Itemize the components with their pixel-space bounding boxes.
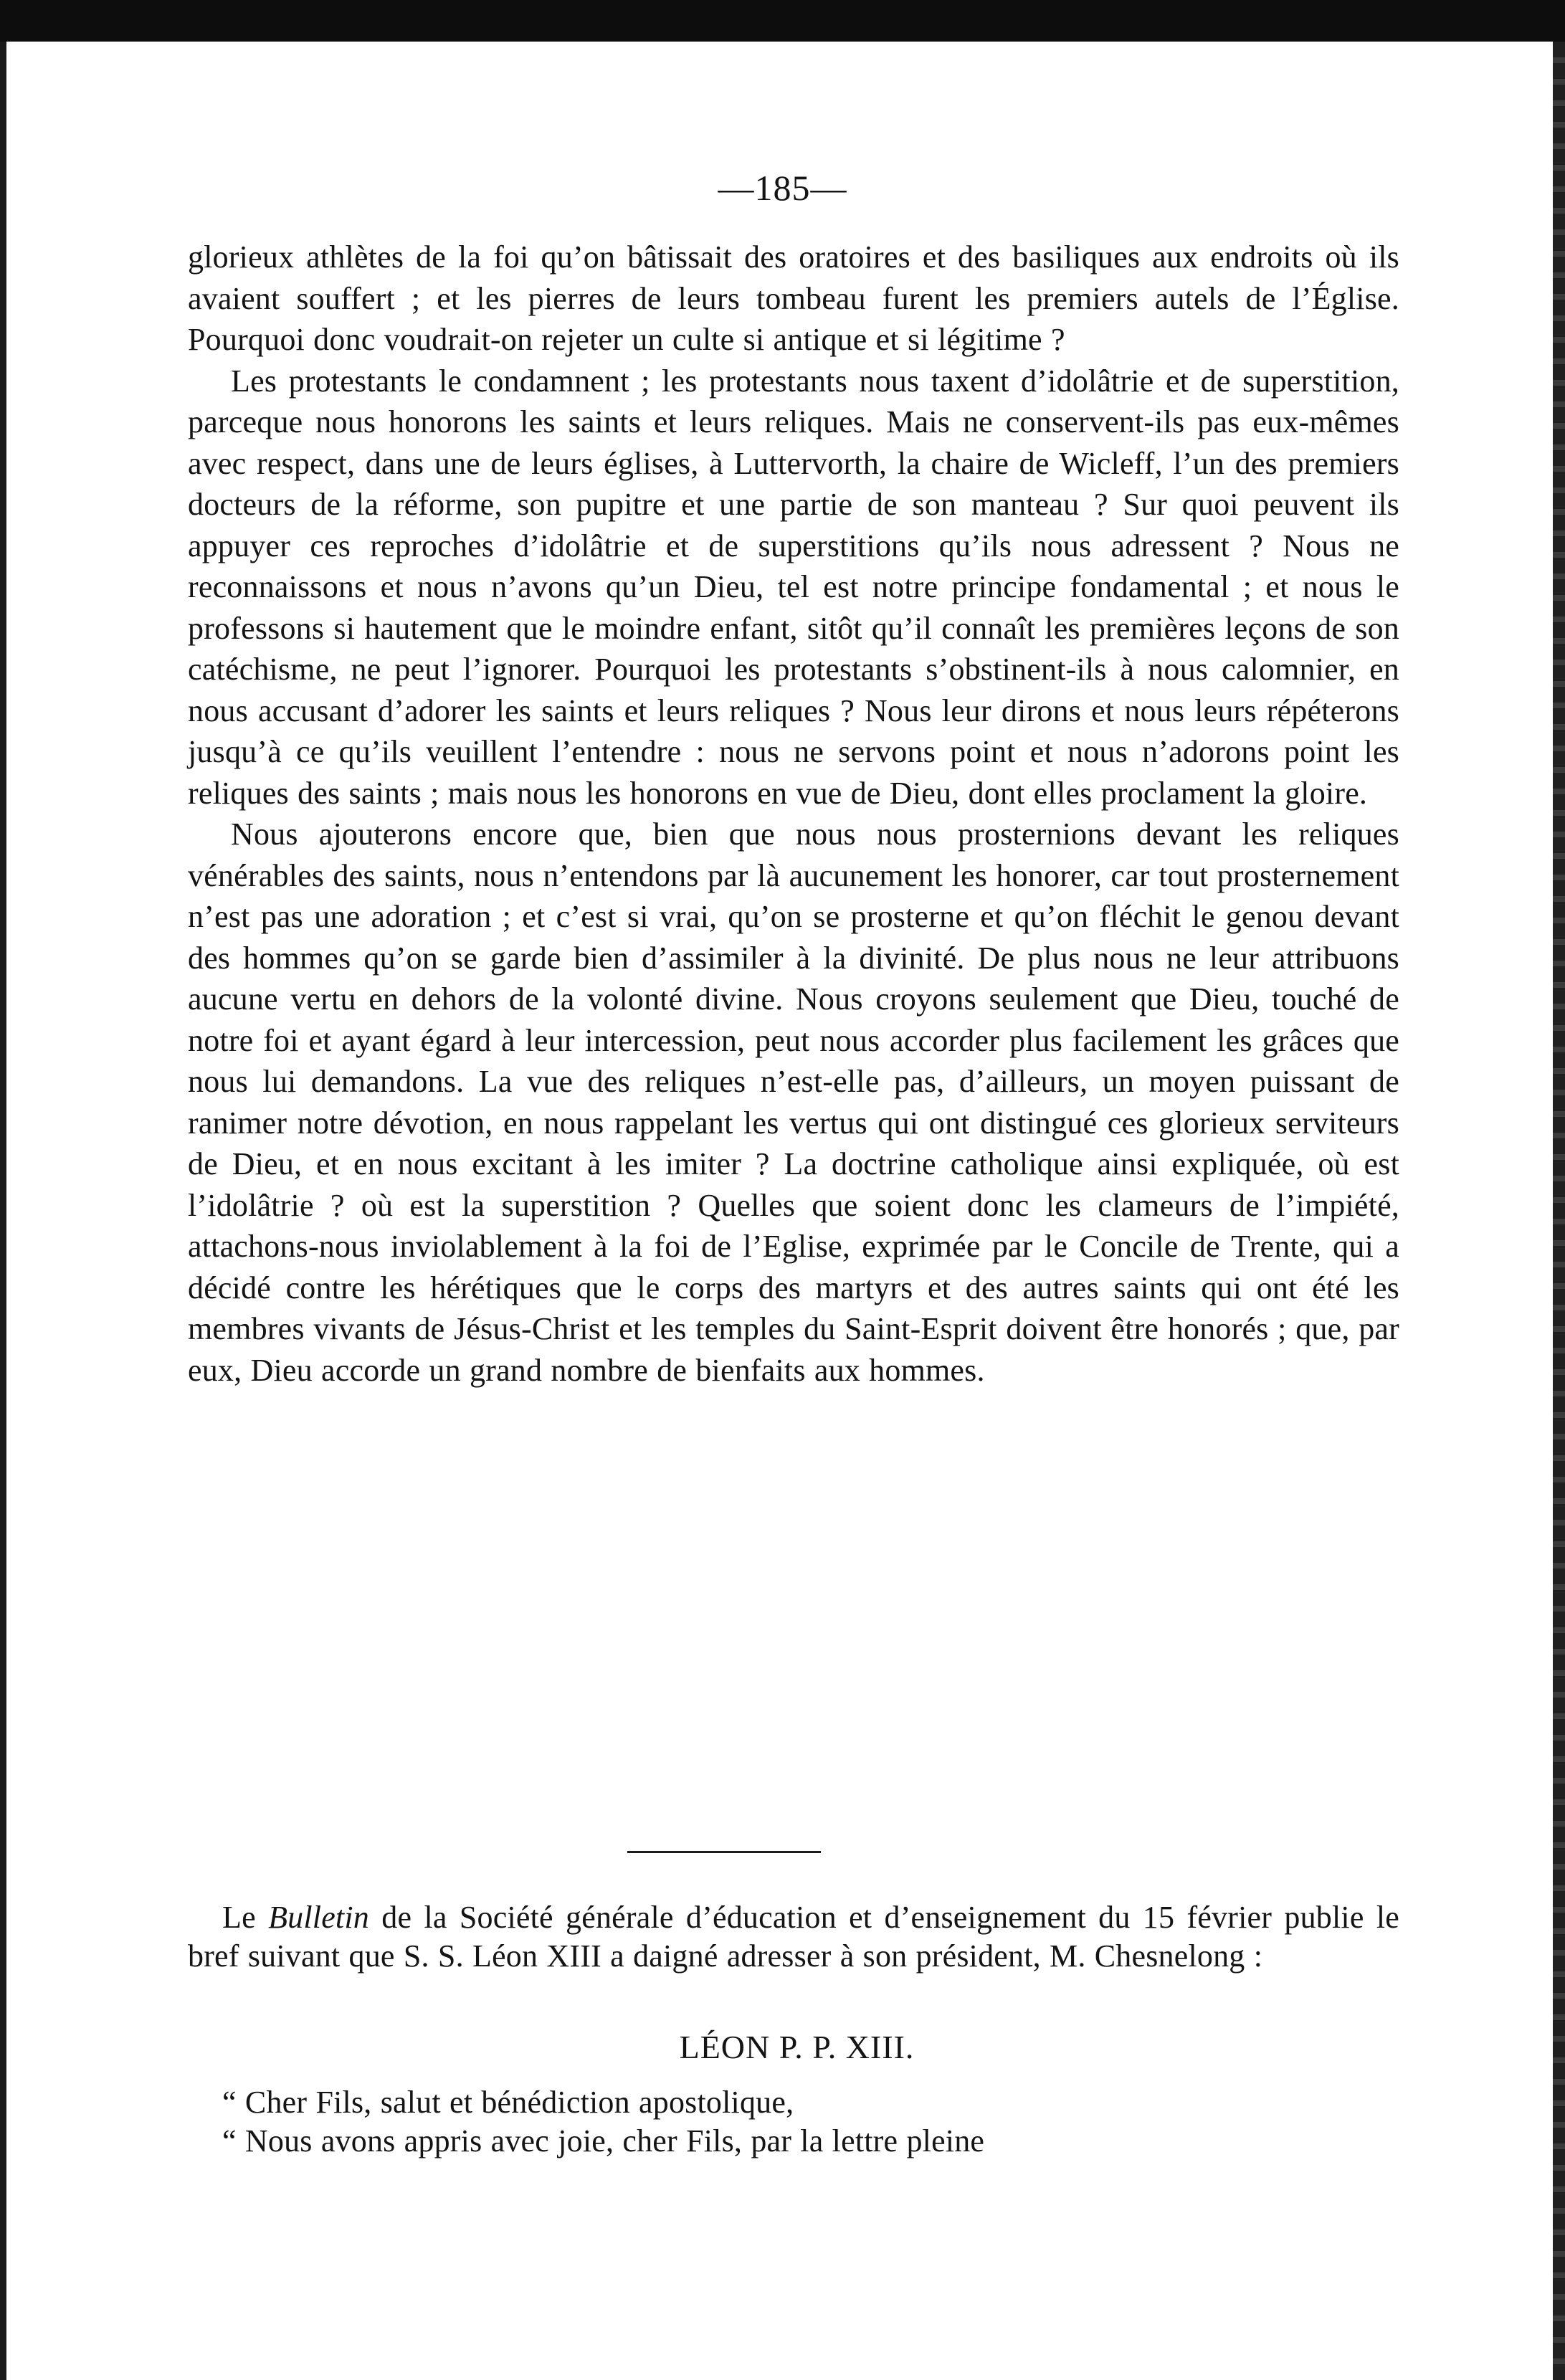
body-paragraph: glorieux athlètes de la foi qu’on bâtissait des oratoires et des basiliques aux endroits où ils avaient souffert ; et les pierres de leurs tombeau furent les premiers autels de l’Église. Pourquoi donc voudrait-on rejeter un culte si antique et si légitime ? xyxy=(188,239,1399,357)
letter-heading: LÉON P. P. XIII. xyxy=(679,2029,915,2065)
notice-rest: de la Société générale d’éducation et d’enseignement du 15 février publie le bref suivant que S. S. Léon XIII a daigné adresser à son président, M. Chesnelong : xyxy=(188,1900,1399,1974)
bulletin-notice xyxy=(188,1898,1399,1976)
notice-paragraph xyxy=(188,1898,1399,1976)
section-divider xyxy=(627,1851,821,1853)
page-number: —185— xyxy=(718,168,847,208)
letter-line: “ Cher Fils, salut et bénédiction apostolique, xyxy=(222,2085,794,2120)
body-paragraph: Nous ajouterons encore que, bien que nous nous prosternions devant les reliques vénérables des saints, nous n’entendons par là aucunement les honorer, car tout prosternement n’est pas une adoration ; et c’est si vrai, qu’on se prosterne et qu’on fléchit le genou devant des hommes qu’on se garde bien d’assimiler à la divinité. De plus nous ne leur attribuons aucune vertu en dehors de la volonté divine. Nous croyons seulement que Dieu, touché de notre foi et ayant égard à leur intercession, peut nous accorder plus facilement les grâces que nous lui demandons. La vue des reliques n’est-elle pas, d’ailleurs, un moyen puissant de ranimer notre dévotion, en nous rappelant les vertus qui ont distingué ces glorieux serviteurs de Dieu, et en nous excitant à les imiter ? La doctrine catholique ainsi expliquée, où est l’idolâtrie ? où est la superstition ? Quelles que soient donc les clameurs de l’impiété, attachons-nous inviolablement à la foi de l’Eglise, exprimée par le Concile de Trente, qui a décidé contre les hérétiques que le corps des martyrs et des autres saints qui ont été les membres vivants de Jésus-Christ et les temples du Saint-Esprit doivent être honorés ; que, par eux, Dieu accorde un grand nombre de bienfaits aux hommes. xyxy=(188,817,1399,1388)
letter-body xyxy=(188,2083,1399,2161)
notice-lead: Le xyxy=(222,1900,269,1935)
scan-top-border xyxy=(0,0,1565,42)
bulletin-title: Bulletin xyxy=(268,1900,369,1935)
body-paragraph: Les protestants le condamnent ; les protestants nous taxent d’idolâtrie et de superstition, parceque nous honorons les saints et leurs reliques. Mais ne conservent-ils pas eux-mêmes avec respect, dans une de leurs églises, à Luttervorth, la chaire de Wicleff, l’un des premiers docteurs de la réforme, son pupitre et une partie de son manteau ? Sur quoi peuvent ils appuyer ces reproches d’idolâtrie et de superstitions qu’ils nous adressent ? Nous ne reconnaissons et nous n’avons qu’un Dieu, tel est notre principe fondamental ; et nous le professons si hautement que le moindre enfant, sitôt qu’il connaît les premières leçons de son catéchisme, ne peut l’ignorer. Pourquoi les protestants s’obstinent-ils à nous calomnier, en nous accusant d’adorer les saints et leurs reliques ? Nous leur dirons et nous leurs répéterons jusqu’à ce qu’ils veuillent l’entendre : nous ne servons point et nous n’adorons point les reliques des saints ; mais nous les honorons en vue de Dieu, dont elles proclament la gloire. xyxy=(188,363,1399,811)
main-text xyxy=(188,237,1399,1391)
letter-line: “ Nous avons appris avec joie, cher Fils, par la lettre pleine xyxy=(222,2123,985,2158)
